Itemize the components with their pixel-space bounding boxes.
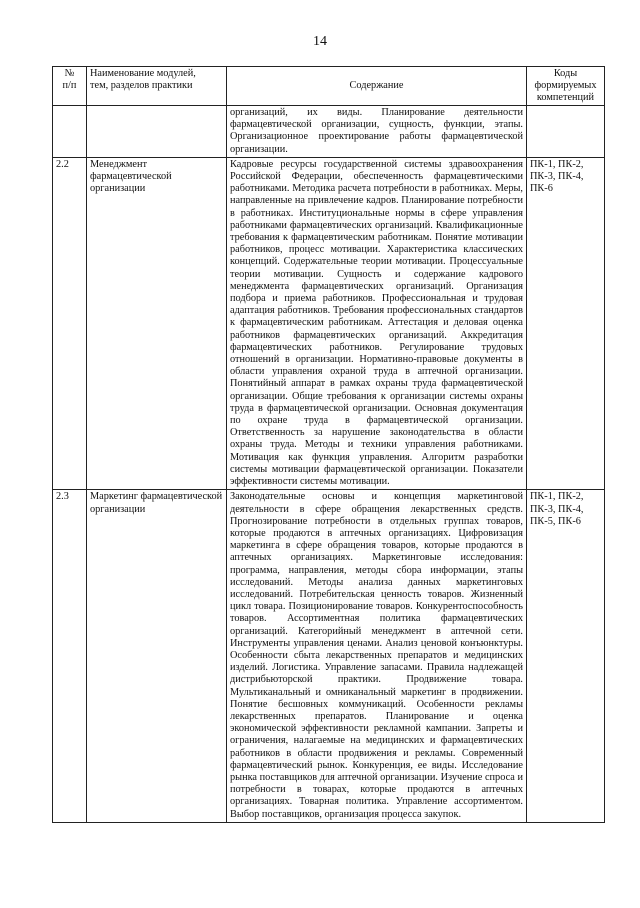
- row-content: [227, 157, 527, 489]
- table-header-row: [53, 67, 605, 106]
- row-content: [227, 490, 527, 822]
- row-content-text: Кадровые ресурсы государственной системы здравоохранения Российской Федерации, обеспеченность фармацевтическими работниками. Методика расчета потребности в работниках. Меры, направленные на привлечение кадров. Планирование потребности в работниках. Институциональные нормы в сфере управления работниками фармацевтических организаций. Квалификационные требования к фармацевтическим работникам. Понятие мотивации работников, процесс мотивации. Характеристика классических концепций. Содержательные теории мотивации. Процессуальные теории мотивации. Сущность и содержание кадрового менеджмента фармацевтических организаций. Организация подбора и приема работников. Профессиональная и трудовая адаптация работников. Требования профессиональных стандартов к фармацевтическим работникам. Аттестация и деловая оценка работников фармацевтических организаций. Аккредитация фармацевтических работников. Регулирование трудовых отношений в организации. Нормативно-правовые документы в области управления охраной труда в аптечной организации. Понятийный аппарат в рамках охраны труда фармацевтической организации. Общие требования к организации системы охраны труда в фармацевтической организации. Основная документация по охране труда в фармацевтической организации. Ответственность за нарушение законодательства в области охраны труда. Методы и техники управления работниками. Мотивация как функция управления. Алгоритм разработки системы мотивации фармацевтической организации. Показатели эффективности системы мотивации.: [230, 158, 523, 488]
- header-codes: [527, 67, 605, 106]
- row-content: [227, 106, 527, 158]
- row-codes: ПК-1, ПК-2, ПК-3, ПК-4, ПК-5, ПК-6: [527, 490, 605, 822]
- row-module-name: [87, 106, 227, 158]
- row-codes: [527, 106, 605, 158]
- table-row: [53, 490, 605, 822]
- header-codes-text: Коды формируемых компетенций: [534, 68, 597, 103]
- row-module-name: Менеджмент фармацевтической организации: [87, 157, 227, 489]
- header-content: Содержание: [227, 67, 527, 106]
- row-content-text: организаций, их виды. Планирование деятельности фармацевтической организации, сущность, функции, этапы. Организационное проектирование работы фармацевтической организации.: [230, 107, 523, 155]
- page-number: 14: [313, 34, 327, 49]
- table-row: [53, 157, 605, 489]
- table-row: [53, 106, 605, 158]
- row-number: 2.3: [53, 490, 87, 822]
- header-name: [87, 67, 227, 106]
- row-codes: ПК-1, ПК-2, ПК-3, ПК-4, ПК-6: [527, 157, 605, 489]
- header-name-text: Наименование модулей, тем, разделов практики: [90, 68, 196, 91]
- row-module-name: Маркетинг фармацевтической организации: [87, 490, 227, 822]
- row-content-text: Законодательные основы и концепция маркетинговой деятельности в сфере обращения лекарственных средств. Прогнозирование потребности в отдельных группах товаров, которые продаются в аптечных организациях. Цифровизация маркетинга в сфере обращения товаров, которые продаются в аптечных организациях. Маркетинговые исследования: программа, направления, методы сбора информации, этапы исследований. Методы анализа данных маркетинговых исследований. Потребительская ценность товаров. Жизненный цикл товара. Позиционирование товаров. Конкурентоспособность товаров. Ассортиментная политика фармацевтических организаций. Категорийный менеджмент в аптечной сети. Инструменты управления ценами. Анализ ценовой конъюнктуры. Особенности сбыта лекарственных препаратов и медицинских изделий. Логистика. Управление запасами. Правила надлежащей дистрибьюторской практики. Продвижение товара. Мультиканальный и омниканальный маркетинг в продвижении. Понятие бесшовных коммуникаций. Особенности рекламы лекарственных препаратов. Планирование и оценка экономической эффективности рекламной кампании. Запреты и ограничения, налагаемые на медицинских и фармацевтических работников в области продвижения и рекламы. Современный фармацевтический рынок. Конкуренция, ее виды. Исследование рынка поставщиков для аптечной организации. Изучение спроса и потребности в товарах, которые продаются в аптечных организациях. Товарная политика. Управление ассортиментом. Выбор поставщиков, организация процесса закупок.: [230, 491, 523, 820]
- curriculum-table: [52, 66, 605, 823]
- row-number: 2.2: [53, 157, 87, 489]
- row-number: [53, 106, 87, 158]
- header-number: [53, 67, 87, 106]
- header-number-text: № п/п: [62, 68, 77, 91]
